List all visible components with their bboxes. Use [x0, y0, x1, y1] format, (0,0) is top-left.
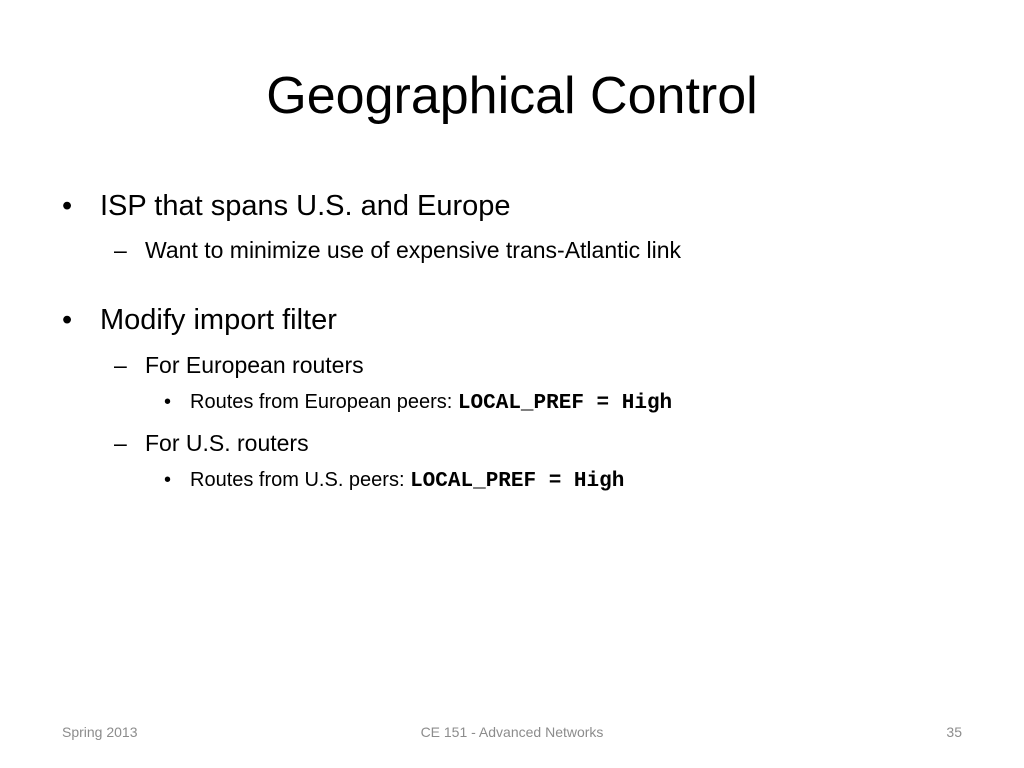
sub-sub-bullet-item: [164, 389, 984, 415]
footer-course-title: CE 151 - Advanced Networks: [420, 724, 604, 740]
bullet-text: Modify import filter: [100, 304, 337, 336]
slide-title: Geographical Control: [266, 67, 758, 125]
bullet-text: ISP that spans U.S. and Europe: [100, 190, 511, 222]
sub-sub-bullet-text-group: [190, 467, 624, 495]
bullet-item: [62, 188, 962, 224]
bullet-marker: •: [62, 304, 73, 336]
bullet-marker: •: [62, 190, 73, 222]
sub-sub-bullet-text-group: [190, 389, 672, 417]
sub-bullet-item: [114, 428, 974, 458]
sub-bullet-text: For U.S. routers: [145, 430, 309, 456]
slide-number: 35: [946, 724, 962, 740]
code-snippet: LOCAL_PREF = High: [410, 470, 625, 493]
sub-bullet-text: Want to minimize use of expensive trans-Atlantic link: [145, 237, 682, 263]
bullet-item: [62, 302, 962, 338]
sub-sub-bullet-item: [164, 467, 984, 493]
sub-bullet-item: [114, 235, 974, 265]
code-snippet: LOCAL_PREF = High: [457, 392, 673, 415]
sub-sub-bullet-text: Routes from European peers:: [190, 391, 458, 413]
bullet-marker: •: [164, 391, 172, 413]
dash-marker: –: [114, 352, 127, 378]
sub-bullet-text: For European routers: [145, 352, 364, 378]
sub-bullet-item: [114, 350, 974, 380]
dash-marker: –: [114, 430, 127, 456]
footer-date: Spring 2013: [62, 724, 138, 740]
sub-sub-bullet-text: Routes from U.S. peers:: [190, 469, 411, 491]
dash-marker: –: [114, 237, 127, 263]
bullet-marker: •: [164, 469, 172, 491]
